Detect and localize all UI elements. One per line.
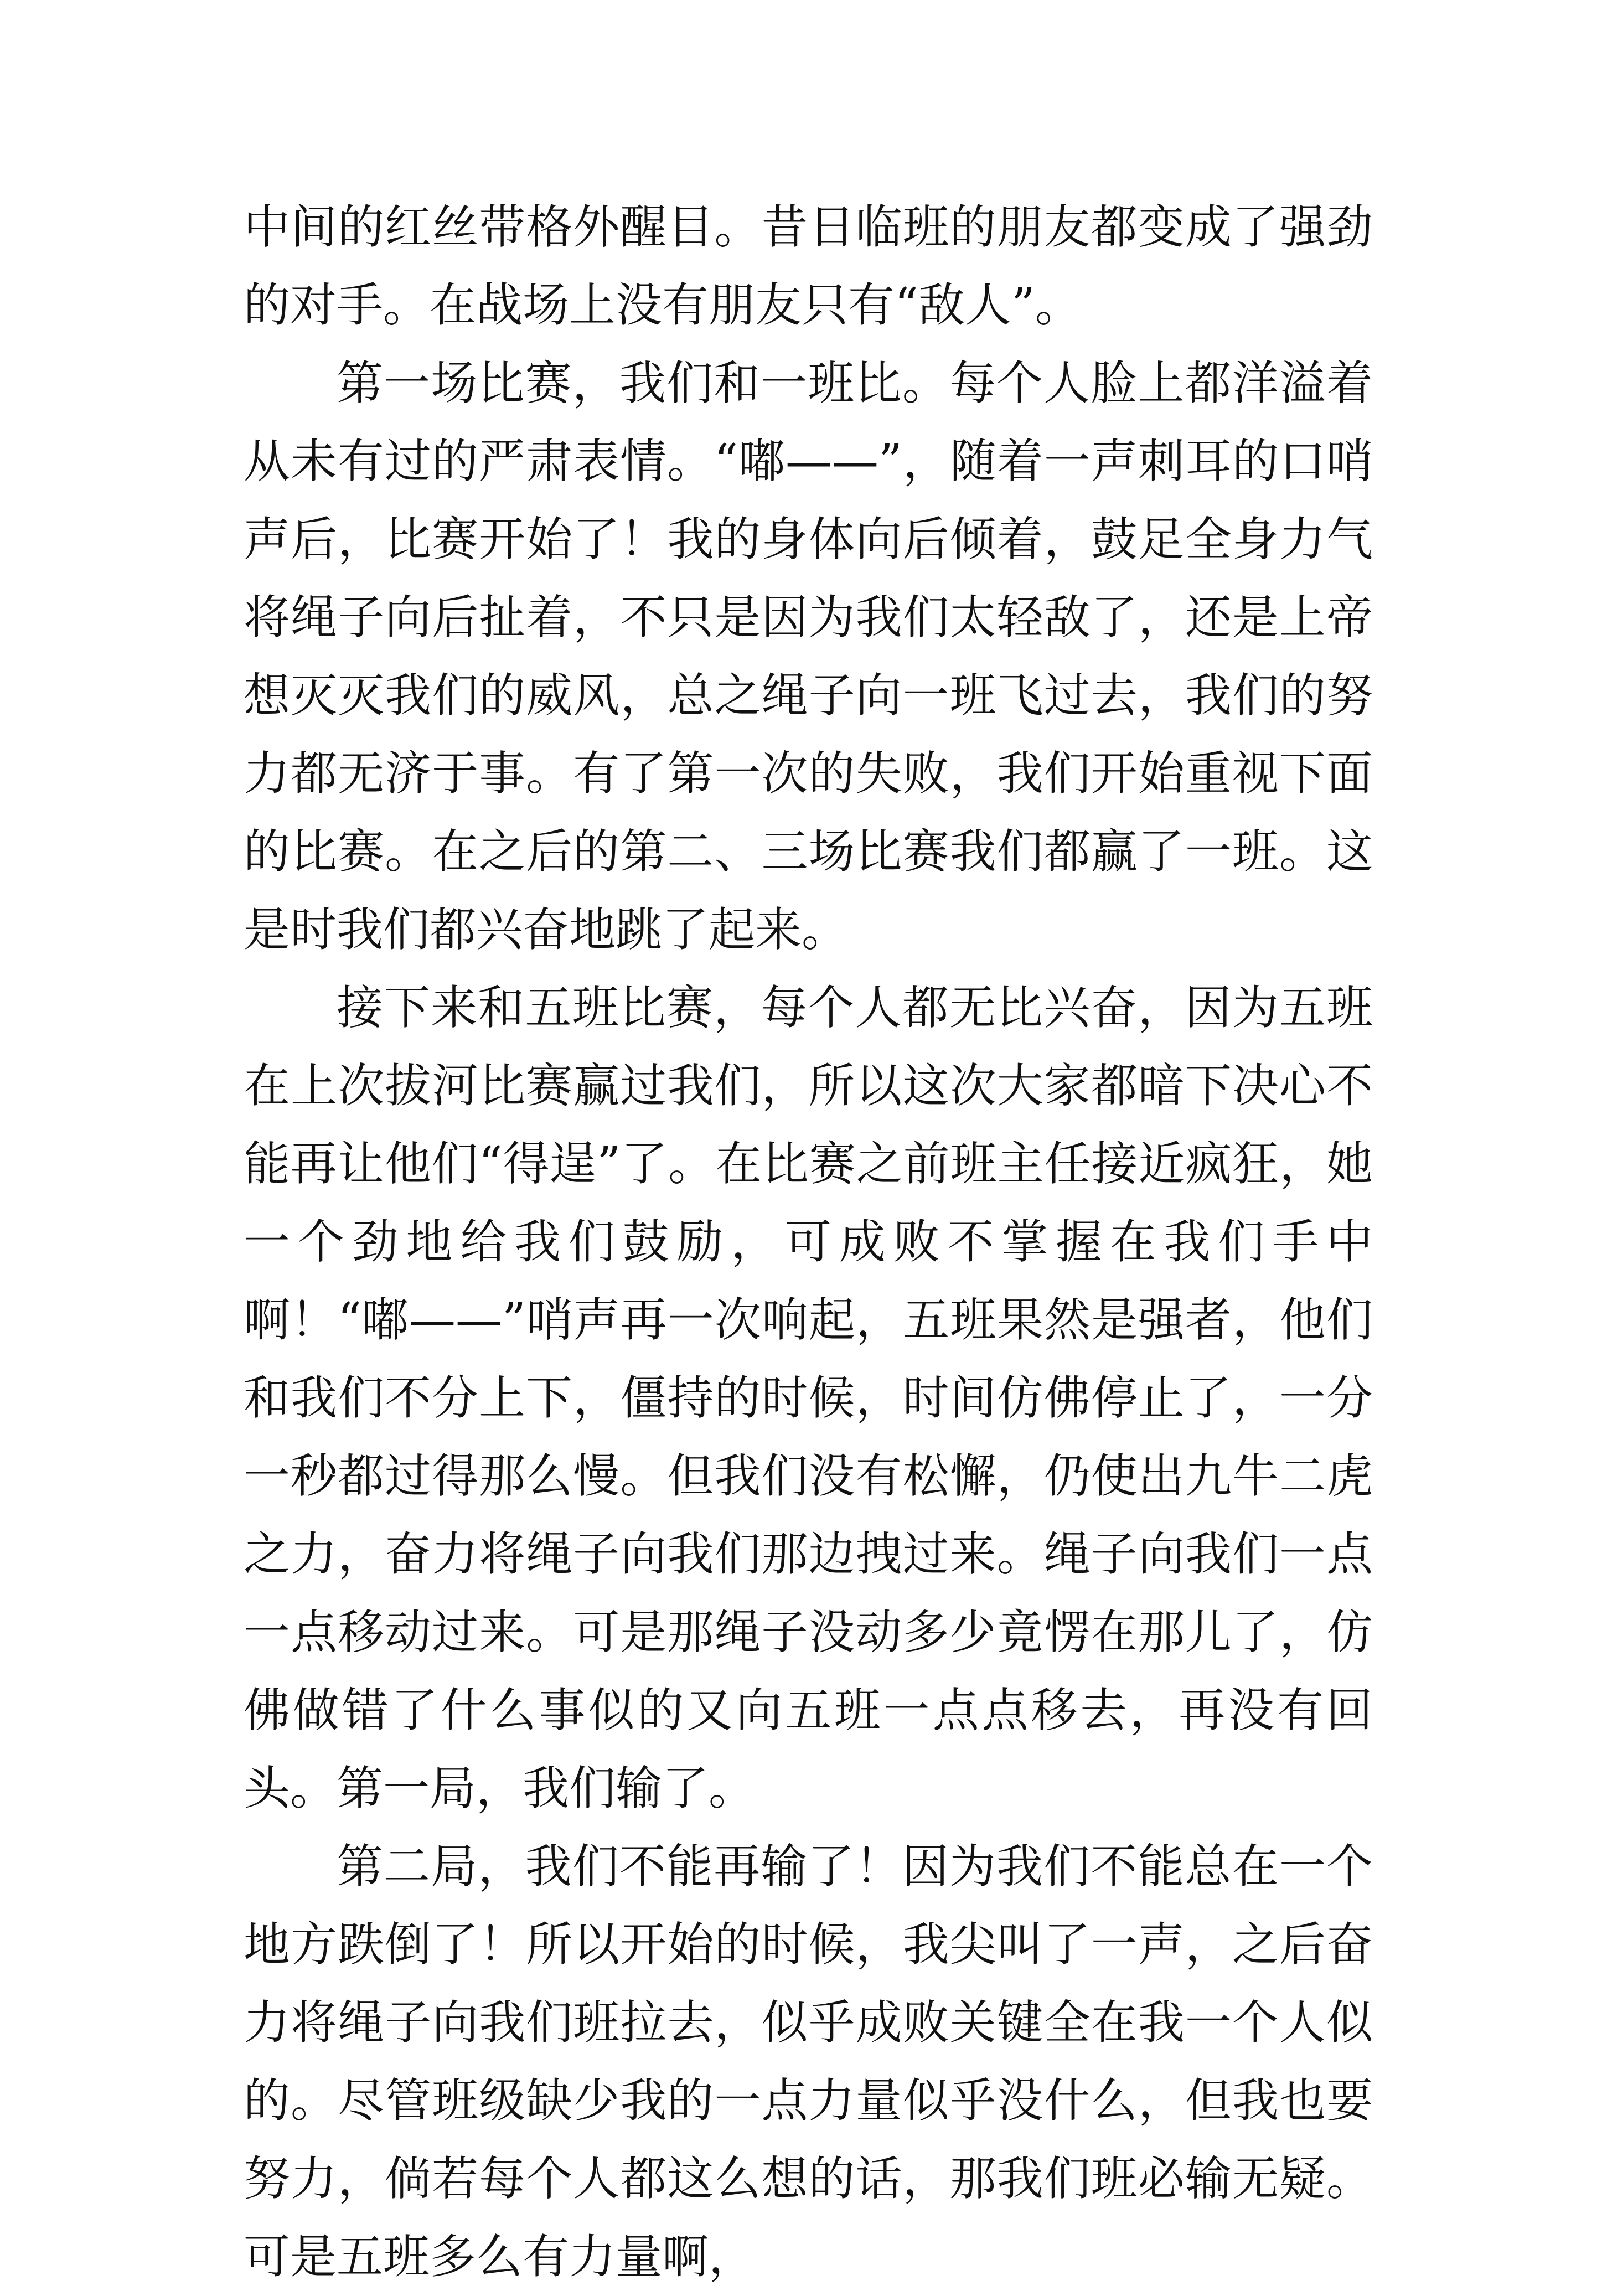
paragraph: 第一场比赛，我们和一班比。每个人脸上都洋溢着从未有过的严肃表情。“嘟——”，随着一声刺耳的口哨声后，比赛开始了！我的身体向后倾着，鼓足全身力气将绳子向后扯着，不只是因为我们太轻敌了，还是上帝想灭灭我们的威风，总之绳子向一班飞过去，我们的努力都无济于事。有了第一次的失败，我们开始重视下面的比赛。在之后的第二、三场比赛我们都赢了一班。这是时我们都兴奋地跳了起来。 [244,356,1373,957]
paragraph: 第二局，我们不能再输了！因为我们不能总在一个地方跌倒了！所以开始的时候，我尖叫了一声，之后奋力将绳子向我们班拉去，似乎成败关键全在我一个人似的。尽管班级缺少我的一点力量似乎没什么，但我也要努力，倘若每个人都这么想的话，那我们班必输无疑。可是五班多么有力量啊， [244,1839,1373,2284]
body-text [244,188,1373,2296]
paragraph: 接下来和五班比赛，每个人都无比兴奋，因为五班在上次拔河比赛赢过我们，所以这次大家都暗下决心不能再让他们“得逞”了。在比赛之前班主任接近疯狂，她一个劲地给我们鼓励，可成败不掌握在我们手中啊！“嘟——”哨声再一次响起，五班果然是强者，他们和我们不分上下，僵持的时候，时间仿佛停止了，一分一秒都过得那么慢。但我们没有松懈，仍使出九牛二虎之力，奋力将绳子向我们那边拽过来。绳子向我们一点一点移动过来。可是那绳子没动多少竟愣在那儿了，仿佛做错了什么事似的又向五班一点点移去，再没有回头。第一局，我们输了。 [244,981,1373,1815]
paragraph-continued: 中间的红丝带格外醒目。昔日临班的朋友都变成了强劲的对手。在战场上没有朋友只有“敌人”。 [244,200,1373,332]
